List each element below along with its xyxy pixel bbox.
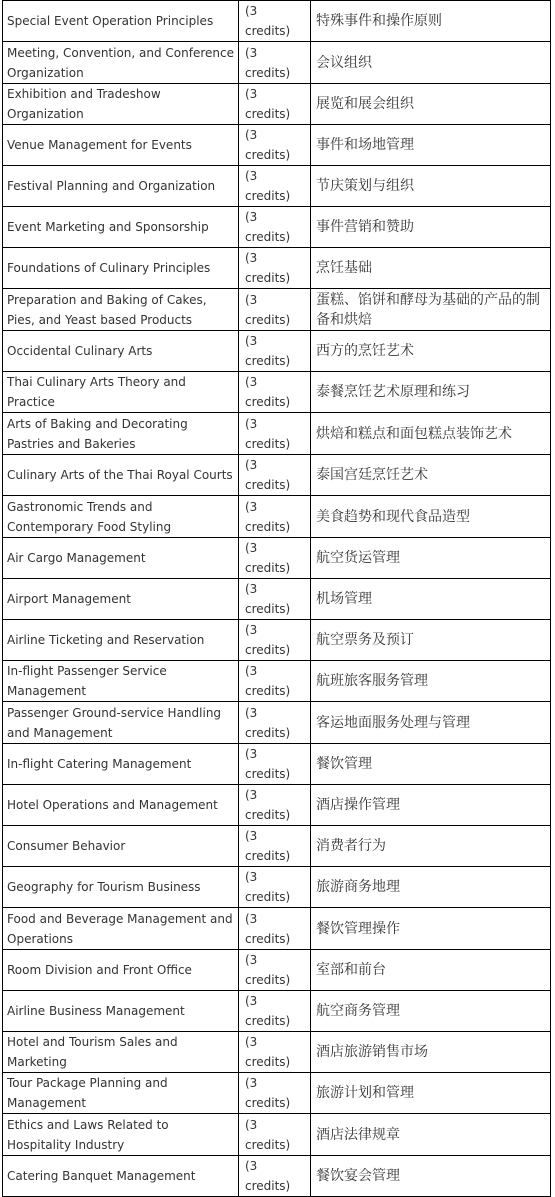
course-credits: (3 credits) (239, 950, 311, 991)
course-row (3, 84, 551, 125)
course-credits: (3 credits) (239, 248, 311, 289)
course-name-zh: 航空商务管理 (311, 991, 551, 1032)
course-name-en: Airline Business Management (3, 991, 239, 1032)
course-credits: (3 credits) (239, 1073, 311, 1114)
course-name-en: Arts of Baking and Decorating Pastries and Bakeries (3, 413, 239, 455)
course-name-en: Food and Beverage Management and Operations (3, 908, 239, 950)
course-row (3, 744, 551, 785)
course-name-zh: 蛋糕、馅饼和酵母为基础的产品的制备和烘焙 (311, 289, 551, 331)
course-name-en: Room Division and Front Office (3, 950, 239, 991)
course-row (3, 1114, 551, 1156)
course-name-zh: 事件和场地管理 (311, 125, 551, 166)
course-row (3, 620, 551, 661)
course-name-en: Culinary Arts of the Thai Royal Courts (3, 455, 239, 496)
course-credits: (3 credits) (239, 372, 311, 413)
course-row (3, 289, 551, 331)
course-name-zh: 餐饮管理 (311, 744, 551, 785)
course-row (3, 413, 551, 455)
course-name-en: Air Cargo Management (3, 538, 239, 579)
course-name-zh: 美食趋势和现代食品造型 (311, 496, 551, 538)
course-name-zh: 酒店旅游销售市场 (311, 1032, 551, 1073)
course-name-zh: 餐饮宴会管理 (311, 1156, 551, 1197)
course-name-en: In-flight Catering Management (3, 744, 239, 785)
course-name-zh: 客运地面服务处理与管理 (311, 702, 551, 744)
course-row (3, 908, 551, 950)
course-credits: (3 credits) (239, 908, 311, 950)
course-name-zh: 展览和展会组织 (311, 84, 551, 125)
course-name-en: Passenger Ground-service Handling and Management (3, 702, 239, 744)
course-name-zh: 室部和前台 (311, 950, 551, 991)
course-credits: (3 credits) (239, 1032, 311, 1073)
course-credits: (3 credits) (239, 1, 311, 42)
course-name-zh: 航空货运管理 (311, 538, 551, 579)
course-row (3, 125, 551, 166)
course-name-en: Special Event Operation Principles (3, 1, 239, 42)
course-credits: (3 credits) (239, 538, 311, 579)
course-name-zh: 消费者行为 (311, 826, 551, 867)
course-credits: (3 credits) (239, 84, 311, 125)
course-row (3, 1156, 551, 1197)
course-name-en: Hotel and Tourism Sales and Marketing (3, 1032, 239, 1073)
course-credits: (3 credits) (239, 826, 311, 867)
course-name-zh: 旅游商务地理 (311, 867, 551, 908)
course-row (3, 538, 551, 579)
course-name-zh: 酒店操作管理 (311, 785, 551, 826)
course-credits: (3 credits) (239, 207, 311, 248)
course-name-zh: 西方的烹饪艺术 (311, 331, 551, 372)
course-credits: (3 credits) (239, 455, 311, 496)
course-credits: (3 credits) (239, 661, 311, 702)
course-credits: (3 credits) (239, 1114, 311, 1156)
course-name-en: Tour Package Planning and Management (3, 1073, 239, 1114)
course-row (3, 950, 551, 991)
course-name-en: Gastronomic Trends and Contemporary Food Styling (3, 496, 239, 538)
course-row (3, 661, 551, 702)
course-row (3, 702, 551, 744)
course-name-zh: 会议组织 (311, 42, 551, 84)
course-row (3, 1, 551, 42)
course-row (3, 785, 551, 826)
course-row (3, 42, 551, 84)
course-name-zh: 节庆策划与组织 (311, 166, 551, 207)
course-credits: (3 credits) (239, 702, 311, 744)
course-name-zh: 烘焙和糕点和面包糕点装饰艺术 (311, 413, 551, 455)
course-row (3, 579, 551, 620)
course-rows (3, 1, 551, 1197)
course-name-en: Geography for Tourism Business (3, 867, 239, 908)
course-name-en: Meeting, Convention, and Conference Organization (3, 42, 239, 84)
course-name-en: Ethics and Laws Related to Hospitality Industry (3, 1114, 239, 1156)
course-credits: (3 credits) (239, 331, 311, 372)
course-row (3, 331, 551, 372)
course-name-en: Occidental Culinary Arts (3, 331, 239, 372)
course-name-zh: 机场管理 (311, 579, 551, 620)
course-credits: (3 credits) (239, 991, 311, 1032)
course-name-en: Foundations of Culinary Principles (3, 248, 239, 289)
course-credits: (3 credits) (239, 496, 311, 538)
course-name-en: In-flight Passenger Service Management (3, 661, 239, 702)
course-credits: (3 credits) (239, 413, 311, 455)
course-row (3, 867, 551, 908)
course-credits: (3 credits) (239, 42, 311, 84)
course-row (3, 1073, 551, 1114)
course-credits: (3 credits) (239, 166, 311, 207)
course-credits: (3 credits) (239, 785, 311, 826)
course-row (3, 455, 551, 496)
course-row (3, 826, 551, 867)
course-name-zh: 餐饮管理操作 (311, 908, 551, 950)
course-name-en: Hotel Operations and Management (3, 785, 239, 826)
course-name-zh: 泰餐烹饪艺术原理和练习 (311, 372, 551, 413)
course-name-en: Event Marketing and Sponsorship (3, 207, 239, 248)
course-row (3, 372, 551, 413)
course-name-en: Exhibition and Tradeshow Organization (3, 84, 239, 125)
course-table (2, 0, 551, 1197)
course-name-zh: 泰国宫廷烹饪艺术 (311, 455, 551, 496)
course-name-en: Festival Planning and Organization (3, 166, 239, 207)
course-credits: (3 credits) (239, 289, 311, 331)
course-name-zh: 旅游计划和管理 (311, 1073, 551, 1114)
course-name-zh: 事件营销和赞助 (311, 207, 551, 248)
course-name-zh: 航班旅客服务管理 (311, 661, 551, 702)
course-name-en: Airport Management (3, 579, 239, 620)
course-name-en: Thai Culinary Arts Theory and Practice (3, 372, 239, 413)
course-name-en: Preparation and Baking of Cakes, Pies, and Yeast based Products (3, 289, 239, 331)
course-credits: (3 credits) (239, 867, 311, 908)
course-row (3, 991, 551, 1032)
course-credits: (3 credits) (239, 744, 311, 785)
course-row (3, 207, 551, 248)
course-credits: (3 credits) (239, 125, 311, 166)
course-name-zh: 酒店法律规章 (311, 1114, 551, 1156)
course-row (3, 166, 551, 207)
course-name-en: Venue Management for Events (3, 125, 239, 166)
course-name-zh: 特殊事件和操作原则 (311, 1, 551, 42)
course-name-en: Consumer Behavior (3, 826, 239, 867)
course-row (3, 496, 551, 538)
course-credits: (3 credits) (239, 1156, 311, 1197)
course-name-en: Catering Banquet Management (3, 1156, 239, 1197)
course-row (3, 1032, 551, 1073)
course-row (3, 248, 551, 289)
course-name-en: Airline Ticketing and Reservation (3, 620, 239, 661)
course-credits: (3 credits) (239, 620, 311, 661)
course-name-zh: 烹饪基础 (311, 248, 551, 289)
course-name-zh: 航空票务及预订 (311, 620, 551, 661)
course-credits: (3 credits) (239, 579, 311, 620)
